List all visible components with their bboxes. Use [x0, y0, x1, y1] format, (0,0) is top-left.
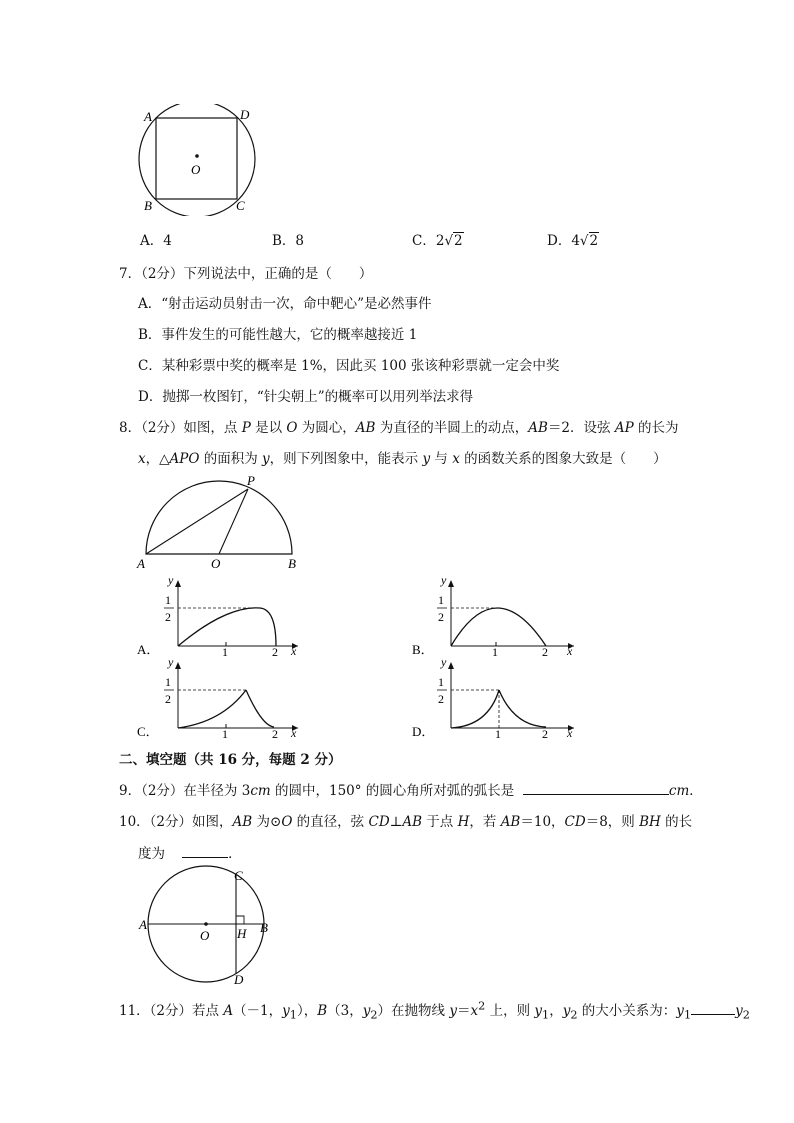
q6-label-B: B — [144, 198, 152, 213]
tick-label-1: 1 — [495, 727, 501, 740]
q10-label-D: D — [234, 972, 244, 987]
curve-right — [499, 690, 546, 727]
q9-answer-blank[interactable] — [523, 780, 669, 795]
q6-label-A: A — [144, 109, 152, 124]
q8-graph-d[interactable] — [408, 656, 588, 740]
x-axis-label: x — [567, 726, 573, 740]
q10-stem-line2: 度为 ． — [138, 842, 242, 862]
q10-stem-line1: 10．（2分）如图，AB 为⊙O 的直径，弦 CD⊥AB 于点 H，若 AB＝10，CD＝8，则 BH 的长 — [119, 814, 693, 830]
q8-graph-b[interactable] — [408, 574, 588, 658]
q6-square — [156, 118, 237, 199]
q6-center-dot — [195, 154, 199, 158]
q7-option-c[interactable]: C．某种彩票中奖的概率是 1%，因此买 100 张该种彩票就一定会中奖 — [138, 358, 560, 374]
curve-left — [178, 690, 246, 728]
y-axis-label: y — [441, 656, 447, 669]
y-axis-label: y — [441, 574, 447, 587]
curve — [451, 608, 546, 646]
q7-option-a[interactable]: A．“射击运动员射击一次，命中靶心”是必然事件 — [138, 296, 432, 312]
half-denominator: 2 — [165, 692, 171, 706]
half-denominator: 2 — [438, 610, 444, 624]
q6-option-c-coef: 2 — [435, 233, 445, 249]
y-axis-arrow — [448, 580, 454, 587]
q6-label-C: C — [236, 198, 245, 213]
q7-option-d[interactable]: D．抛掷一枚图钉，“针尖朝上”的概率可以用列举法求得 — [138, 389, 474, 405]
q10-answer-blank[interactable] — [182, 843, 228, 858]
q8-stem-line1: 8．（2分）如图，点 P 是以 O 为圆心，AB 为直径的半圆上的动点，AB＝2．设弦 AP 的长为 — [119, 420, 679, 436]
q6-label-D: D — [240, 107, 250, 122]
q7-option-b[interactable]: B．事件发生的可能性越大，它的概率越接近 1 — [138, 327, 418, 343]
q6-option-d[interactable] — [547, 229, 599, 249]
half-denominator: 2 — [438, 692, 444, 706]
half-numerator: 1 — [438, 593, 444, 607]
q9-stem: 9．（2分）在半径为 3cm 的圆中，150° 的圆心角所对弧的弧长是 cm． — [119, 779, 703, 799]
q6-label-O: O — [191, 162, 201, 177]
q6-option-c-radicand: 2 — [454, 233, 463, 249]
q8-graph-c[interactable] — [132, 656, 312, 740]
tick-label-2: 2 — [272, 645, 278, 658]
q10-label-C: C — [234, 868, 243, 883]
tick-label-2: 2 — [542, 645, 548, 658]
y-axis-label: y — [168, 656, 174, 669]
curve — [178, 608, 276, 646]
graph-letter: A． — [137, 642, 160, 657]
tick-label-1: 1 — [492, 645, 498, 658]
half-numerator: 1 — [438, 675, 444, 689]
graph-letter: C． — [137, 724, 159, 739]
q8-stem-line2: x，△APO 的面积为 y，则下列图象中，能表示 y 与 x 的函数关系的图象大致是（ ） — [138, 451, 667, 467]
y-axis-arrow — [175, 662, 181, 669]
tick-label-2: 2 — [542, 727, 548, 740]
section-2-heading: 二、填空题（共 16 分，每题 2 分） — [119, 752, 342, 768]
half-numerator: 1 — [165, 675, 171, 689]
q6-option-b[interactable]: B．8 — [272, 233, 305, 249]
q8-semicircle-figure — [132, 472, 312, 572]
curve-right — [246, 690, 274, 727]
q8-graph-a[interactable] — [132, 574, 312, 658]
q8-label-O: O — [211, 556, 221, 571]
q8-label-B: B — [288, 556, 296, 571]
q11-stem: 11．（2分）若点 A（－1，$y_1$），B（3，$y_2$）在抛物线 $y=x^2$ 上，则 $y_1$，$y_2$ 的大小关系为：$y_1$ $y_2$ — [119, 999, 750, 1022]
q6-option-a[interactable]: A．4 — [140, 233, 172, 249]
sqrt-symbol: √2 — [444, 233, 463, 249]
x-axis-label: x — [567, 644, 573, 658]
graph-letter: D． — [412, 724, 435, 739]
q6-option-c[interactable] — [412, 229, 464, 249]
q8-label-P: P — [247, 473, 255, 488]
tick-label-1: 1 — [222, 727, 228, 740]
q6-option-d-radicand: 2 — [589, 233, 599, 249]
q10-label-O: O — [200, 928, 210, 943]
q8-chord-AP — [146, 489, 248, 554]
q6-option-d-prefix: D． — [547, 233, 572, 249]
q10-label-A: A — [139, 917, 147, 932]
curve-left — [451, 690, 499, 728]
q8-semicircle — [146, 481, 292, 554]
q10-right-angle-mark — [236, 916, 244, 924]
q10-label-H: H — [237, 926, 247, 941]
y-axis-label: y — [168, 574, 174, 587]
q11-answer-blank[interactable] — [691, 1000, 735, 1015]
half-numerator: 1 — [165, 593, 171, 607]
sqrt-symbol: √2 — [579, 233, 599, 249]
q7-stem: 7．（2分）下列说法中，正确的是（ ） — [119, 266, 373, 282]
tick-label-1: 1 — [222, 645, 228, 658]
q6-figure — [130, 104, 270, 216]
q6-option-c-prefix: C． — [412, 233, 436, 249]
q10-label-B: B — [260, 920, 268, 935]
q10-figure — [136, 864, 276, 988]
y-axis-arrow — [448, 662, 454, 669]
graph-letter: B． — [412, 642, 434, 657]
q6-option-d-coef: 4 — [571, 233, 580, 249]
y-axis-arrow — [175, 580, 181, 587]
x-axis-label: x — [291, 644, 297, 658]
q8-label-A: A — [137, 556, 145, 571]
half-denominator: 2 — [165, 610, 171, 624]
q10-center-dot — [204, 922, 208, 926]
x-axis-label: x — [291, 726, 297, 740]
tick-label-2: 2 — [272, 727, 278, 740]
